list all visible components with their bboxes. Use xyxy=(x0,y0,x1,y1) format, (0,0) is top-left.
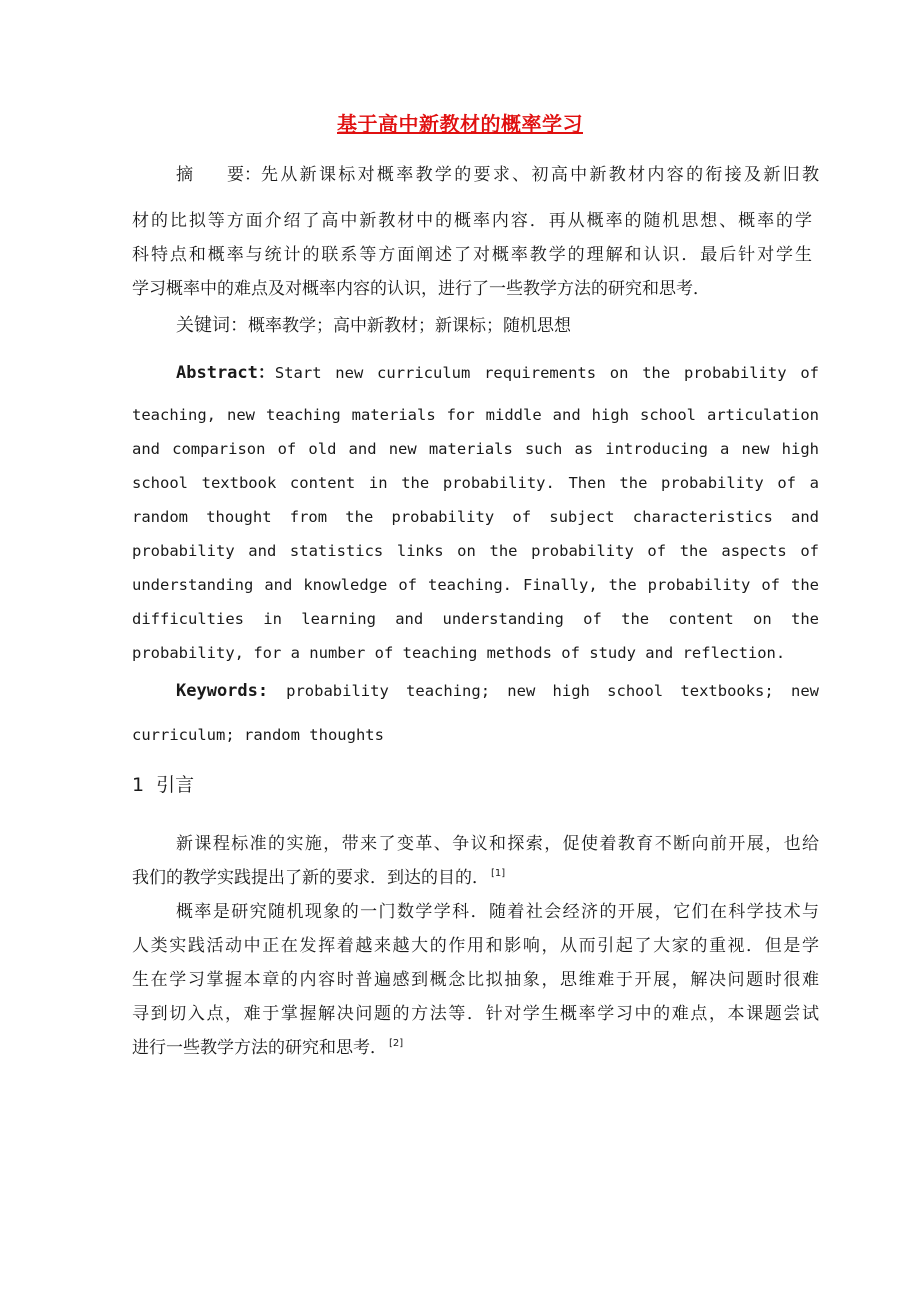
paragraph-line: 概率是研究随机现象的一门数学学科．随着社会经济的开展，它们在科学技术与 xyxy=(176,902,819,922)
abstract-en-line: understanding and knowledge of teaching. Finally, the probability of the xyxy=(132,576,819,594)
document-title: 基于高中新教材的概率学习 xyxy=(337,112,583,136)
keywords-en-line: curriculum; random thoughts xyxy=(132,726,384,744)
abstract-en-label: Abstract： xyxy=(176,363,275,383)
paragraph-line: 寻到切入点，难于掌握解决问题的方法等．针对学生概率学习中的难点，本课题尝试 xyxy=(132,1004,819,1024)
paragraph-line: 我们的教学实践提出了新的要求．到达的目的． xyxy=(132,868,489,888)
paragraph-line-with-ref xyxy=(132,863,505,888)
abstract-en-line: Start new curriculum requirements on the probability of xyxy=(274,364,819,382)
abstract-en-line: school textbook content in the probability. Then the probability of a xyxy=(132,474,819,492)
abstract-cn-line: 材的比拟等方面介绍了高中新教材中的概率内容．再从概率的随机思想、概率的学 xyxy=(132,211,812,231)
paragraph-line: 人类实践活动中正在发挥着越来越大的作用和影响，从而引起了大家的重视．但是学 xyxy=(132,936,819,956)
keywords-en-first-line xyxy=(176,681,819,701)
paragraph-line: 进行一些教学方法的研究和思考． xyxy=(132,1038,387,1058)
abstract-cn-line: 先从新课标对概率教学的要求、初高中新教材内容的衔接及新旧教 xyxy=(261,165,819,185)
abstract-en-line: and comparison of old and new materials such as introducing a new high xyxy=(132,440,819,458)
keywords-cn-label: 关键词： xyxy=(176,315,248,336)
paragraph-line: 生在学习掌握本章的内容时普遍感到概念比拟抽象，思维难于开展，解决问题时很难 xyxy=(132,970,819,990)
abstract-cn-label: 摘 要： xyxy=(176,165,261,185)
abstract-en-first-line xyxy=(176,358,819,383)
keywords-cn-text: 概率教学；高中新教材；新课标；随机思想 xyxy=(248,316,571,336)
abstract-cn-line: 科特点和概率与统计的联系等方面阐述了对概率教学的理解和认识．最后针对学生 xyxy=(132,245,812,265)
abstract-cn-line: 学习概率中的难点及对概率内容的认识，进行了一些教学方法的研究和思考． xyxy=(132,279,710,299)
keywords-cn xyxy=(176,311,571,337)
citation-ref: [1] xyxy=(491,868,506,879)
abstract-en-line: teaching, new teaching materials for middle and high school articulation xyxy=(132,406,819,424)
keywords-en-label: Keywords: xyxy=(176,681,269,701)
keywords-en-line: probability teaching; new high school textbooks; new xyxy=(286,682,819,700)
paragraph-line-with-ref xyxy=(132,1033,403,1058)
abstract-en-line: random thought from the probability of subject characteristics and xyxy=(132,508,819,526)
abstract-en-line: probability and statistics links on the probability of the aspects of xyxy=(132,542,819,560)
abstract-en-line: probability, for a number of teaching methods of study and reflection. xyxy=(132,644,786,662)
abstract-en-line: difficulties in learning and understanding of the content on the xyxy=(132,610,819,628)
section-heading: 1 引言 xyxy=(132,774,195,796)
citation-ref: [2] xyxy=(389,1038,404,1049)
abstract-cn-first-line xyxy=(176,160,819,185)
paragraph-line: 新课程标准的实施，带来了变革、争议和探索，促使着教育不断向前开展，也给 xyxy=(176,834,819,854)
